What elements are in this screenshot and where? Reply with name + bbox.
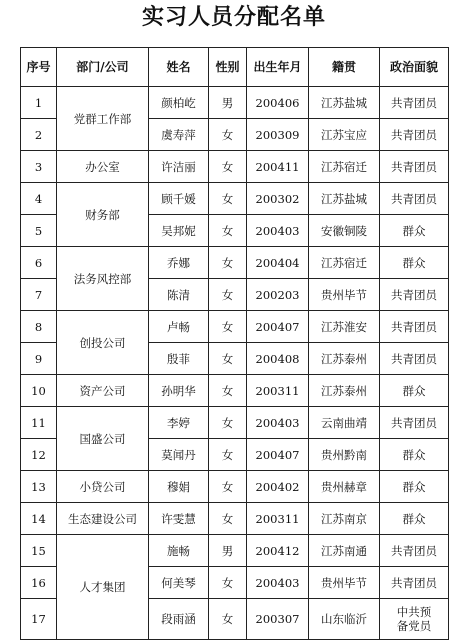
cell-seq: 13 (21, 471, 57, 503)
cell-birth: 200408 (247, 343, 309, 375)
cell-birth: 200302 (247, 183, 309, 215)
cell-politics: 群众 (380, 247, 449, 279)
header-name: 姓名 (149, 48, 209, 87)
cell-origin: 江苏宿迁 (309, 247, 380, 279)
table-row (21, 407, 449, 439)
cell-dept: 党群工作部 (57, 87, 149, 151)
cell-birth: 200307 (247, 599, 309, 640)
cell-politics: 共青团员 (380, 311, 449, 343)
cell-name: 莫闻丹 (149, 439, 209, 471)
cell-birth: 200407 (247, 311, 309, 343)
cell-name: 施畅 (149, 535, 209, 567)
cell-seq: 10 (21, 375, 57, 407)
cell-gender: 男 (209, 87, 247, 119)
cell-birth: 200403 (247, 567, 309, 599)
cell-name: 卢畅 (149, 311, 209, 343)
cell-birth: 200412 (247, 535, 309, 567)
cell-origin: 安徽铜陵 (309, 215, 380, 247)
cell-birth: 200311 (247, 375, 309, 407)
cell-politics: 共青团员 (380, 343, 449, 375)
cell-origin: 贵州毕节 (309, 567, 380, 599)
cell-seq: 6 (21, 247, 57, 279)
cell-origin: 江苏南通 (309, 535, 380, 567)
header-birth: 出生年月 (247, 48, 309, 87)
table-row (21, 183, 449, 215)
cell-name: 李婷 (149, 407, 209, 439)
table-row (21, 535, 449, 567)
cell-name: 陈清 (149, 279, 209, 311)
cell-dept: 法务风控部 (57, 247, 149, 311)
header-row (21, 48, 449, 87)
cell-gender: 男 (209, 535, 247, 567)
cell-gender: 女 (209, 407, 247, 439)
cell-dept: 办公室 (57, 151, 149, 183)
cell-seq: 7 (21, 279, 57, 311)
cell-seq: 15 (21, 535, 57, 567)
cell-origin: 江苏泰州 (309, 343, 380, 375)
cell-seq: 14 (21, 503, 57, 535)
cell-seq: 4 (21, 183, 57, 215)
cell-origin: 贵州赫章 (309, 471, 380, 503)
header-gender: 性别 (209, 48, 247, 87)
cell-seq: 2 (21, 119, 57, 151)
table-row (21, 247, 449, 279)
cell-name: 顾千媛 (149, 183, 209, 215)
intern-roster-table (20, 47, 449, 640)
cell-name: 穆娟 (149, 471, 209, 503)
cell-politics: 共青团员 (380, 567, 449, 599)
cell-birth: 200407 (247, 439, 309, 471)
header-seq: 序号 (21, 48, 57, 87)
cell-politics: 共青团员 (380, 279, 449, 311)
cell-birth: 200403 (247, 407, 309, 439)
cell-gender: 女 (209, 279, 247, 311)
cell-origin: 江苏盐城 (309, 183, 380, 215)
cell-birth: 200411 (247, 151, 309, 183)
cell-dept: 生态建设公司 (57, 503, 149, 535)
cell-origin: 江苏宝应 (309, 119, 380, 151)
cell-seq: 3 (21, 151, 57, 183)
cell-gender: 女 (209, 567, 247, 599)
cell-dept: 创投公司 (57, 311, 149, 375)
cell-gender: 女 (209, 471, 247, 503)
cell-name: 虞寿萍 (149, 119, 209, 151)
cell-politics: 群众 (380, 471, 449, 503)
cell-name: 段雨涵 (149, 599, 209, 640)
cell-origin: 江苏淮安 (309, 311, 380, 343)
cell-name: 许雯慧 (149, 503, 209, 535)
cell-politics: 共青团员 (380, 151, 449, 183)
table-row (21, 503, 449, 535)
cell-origin: 云南曲靖 (309, 407, 380, 439)
cell-birth: 200404 (247, 247, 309, 279)
cell-politics: 群众 (380, 215, 449, 247)
cell-gender: 女 (209, 439, 247, 471)
cell-origin: 江苏南京 (309, 503, 380, 535)
cell-seq: 11 (21, 407, 57, 439)
cell-gender: 女 (209, 375, 247, 407)
cell-dept: 资产公司 (57, 375, 149, 407)
cell-politics: 群众 (380, 439, 449, 471)
cell-gender: 女 (209, 311, 247, 343)
cell-politics: 共青团员 (380, 535, 449, 567)
cell-origin: 江苏盐城 (309, 87, 380, 119)
page-title: 实习人员分配名单 (141, 4, 326, 30)
cell-politics: 共青团员 (380, 87, 449, 119)
cell-politics: 中共预备党员 (380, 599, 449, 640)
cell-name: 乔娜 (149, 247, 209, 279)
header-dept: 部门/公司 (57, 48, 149, 87)
cell-politics: 共青团员 (380, 119, 449, 151)
cell-birth: 200403 (247, 215, 309, 247)
cell-seq: 8 (21, 311, 57, 343)
table-row (21, 151, 449, 183)
cell-seq: 1 (21, 87, 57, 119)
table-row (21, 311, 449, 343)
cell-gender: 女 (209, 247, 247, 279)
cell-gender: 女 (209, 599, 247, 640)
cell-name: 殷菲 (149, 343, 209, 375)
cell-gender: 女 (209, 119, 247, 151)
cell-politics: 共青团员 (380, 407, 449, 439)
cell-dept: 国盛公司 (57, 407, 149, 471)
cell-gender: 女 (209, 183, 247, 215)
cell-politics: 群众 (380, 375, 449, 407)
cell-birth: 200309 (247, 119, 309, 151)
cell-origin: 贵州黔南 (309, 439, 380, 471)
cell-politics: 共青团员 (380, 183, 449, 215)
cell-dept: 人才集团 (57, 535, 149, 640)
cell-gender: 女 (209, 503, 247, 535)
cell-name: 孙明华 (149, 375, 209, 407)
cell-birth: 200402 (247, 471, 309, 503)
table-row (21, 471, 449, 503)
cell-name: 何美琴 (149, 567, 209, 599)
cell-origin: 江苏泰州 (309, 375, 380, 407)
cell-origin: 贵州毕节 (309, 279, 380, 311)
cell-dept: 财务部 (57, 183, 149, 247)
cell-seq: 5 (21, 215, 57, 247)
cell-gender: 女 (209, 151, 247, 183)
cell-origin: 江苏宿迁 (309, 151, 380, 183)
header-politics: 政治面貌 (380, 48, 449, 87)
header-origin: 籍贯 (309, 48, 380, 87)
table-row (21, 87, 449, 119)
cell-name: 吴邦妮 (149, 215, 209, 247)
cell-seq: 12 (21, 439, 57, 471)
cell-birth: 200406 (247, 87, 309, 119)
cell-seq: 17 (21, 599, 57, 640)
table-row (21, 375, 449, 407)
cell-gender: 女 (209, 343, 247, 375)
cell-politics: 群众 (380, 503, 449, 535)
cell-birth: 200203 (247, 279, 309, 311)
cell-name: 颜柏屹 (149, 87, 209, 119)
cell-gender: 女 (209, 215, 247, 247)
cell-dept: 小贷公司 (57, 471, 149, 503)
cell-origin: 山东临沂 (309, 599, 380, 640)
cell-name: 许洁丽 (149, 151, 209, 183)
cell-seq: 9 (21, 343, 57, 375)
cell-birth: 200311 (247, 503, 309, 535)
cell-seq: 16 (21, 567, 57, 599)
